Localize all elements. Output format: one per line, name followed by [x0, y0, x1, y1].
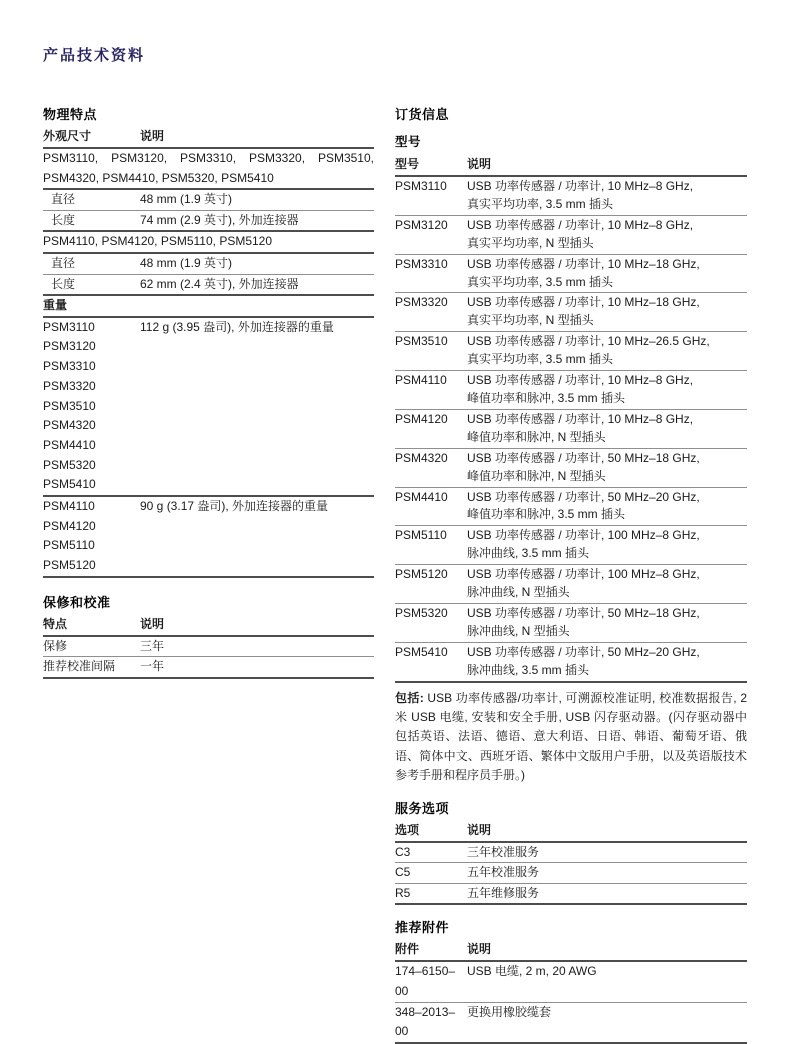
- ordering-row: [395, 410, 747, 449]
- ordering-description-line: USB 功率传感器 / 功率计, 10 MHz–26.5 GHz,: [467, 334, 710, 349]
- ordering-description-line: USB 功率传感器 / 功率计, 10 MHz–18 GHz,: [467, 295, 700, 310]
- ordering-description-line: 真实平均功率, N 型插头: [467, 235, 594, 250]
- weight-model: PSM3310: [43, 359, 96, 374]
- ordering-table-rows: [395, 177, 747, 683]
- weight-description: 90 g (3.17 盎司), 外加连接器的重量: [140, 499, 329, 514]
- ordering-description-line: 脉冲曲线, 3.5 mm 插头: [467, 662, 590, 677]
- column-header-part-number: 附件: [395, 942, 420, 957]
- ordering-row: [395, 216, 747, 255]
- model-group-row: [43, 149, 374, 190]
- weight-model: PSM3320: [43, 378, 96, 393]
- ordering-section: [395, 104, 747, 786]
- ordering-model: PSM5120: [395, 567, 448, 582]
- row-label: 保修: [43, 638, 68, 653]
- weight-description: 112 g (3.95 盎司), 外加连接器的重量: [140, 319, 334, 334]
- ordering-description: [467, 333, 747, 369]
- row-label: 348–2013–00: [395, 1004, 456, 1039]
- column-header-model: 型号: [395, 157, 420, 171]
- ordering-description: [467, 605, 747, 641]
- row-value: 一年: [140, 659, 165, 674]
- ordering-description-line: 真实平均功率, 3.5 mm 插头: [467, 274, 614, 289]
- row-label: 长度: [51, 276, 76, 291]
- ordering-description-line: USB 功率传感器 / 功率计, 10 MHz–8 GHz,: [467, 217, 694, 232]
- column-header-description: 说明: [140, 129, 165, 143]
- ordering-description-line: 真实平均功率, 3.5 mm 插头: [467, 196, 614, 211]
- ordering-row: [395, 449, 747, 488]
- ordering-description: [467, 527, 747, 563]
- ordering-description: [467, 372, 747, 408]
- services-section: [395, 798, 747, 906]
- warranty-table-header: [43, 615, 374, 637]
- ordering-row: [395, 332, 747, 371]
- ordering-description-line: USB 功率传感器 / 功率计, 50 MHz–20 GHz,: [467, 489, 700, 504]
- ordering-description: [467, 489, 747, 525]
- ordering-description-line: USB 功率传感器 / 功率计, 50 MHz–18 GHz,: [467, 450, 700, 465]
- model-group-row: [43, 232, 374, 254]
- accessories-table-rows: [395, 962, 747, 1043]
- row-label: 推荐校准间隔: [43, 659, 116, 674]
- column-header-feature: 特点: [43, 616, 68, 631]
- ordering-description: [467, 411, 747, 447]
- ordering-model: PSM5320: [395, 605, 448, 620]
- services-table-header: [395, 821, 747, 843]
- ordering-description: [467, 294, 747, 330]
- ordering-description-line: 脉冲曲线, N 型插头: [467, 623, 570, 638]
- weight-table-rows: [43, 318, 374, 578]
- ordering-row: [395, 643, 747, 683]
- ordering-description-line: 峰值功率和脉冲, 3.5 mm 插头: [467, 390, 626, 405]
- ordering-row: [395, 177, 747, 216]
- ordering-row: [395, 604, 747, 643]
- ordering-description: [467, 450, 747, 486]
- ordering-row: [395, 371, 747, 410]
- physical-section-title: 物理特点: [43, 107, 98, 122]
- accessories-section: [395, 917, 747, 1043]
- includes-paragraph: [395, 689, 747, 786]
- model-group-line: PSM4320, PSM4410, PSM5320, PSM5410: [43, 170, 274, 185]
- ordering-model: PSM3510: [395, 334, 448, 349]
- ordering-description-line: USB 功率传感器 / 功率计, 10 MHz–18 GHz,: [467, 256, 700, 271]
- ordering-row: [395, 488, 747, 527]
- ordering-model: PSM3310: [395, 256, 448, 271]
- ordering-model: PSM3120: [395, 217, 448, 232]
- ordering-model: PSM3320: [395, 295, 448, 310]
- ordering-description-line: USB 功率传感器 / 功率计, 50 MHz–20 GHz,: [467, 644, 700, 659]
- weight-group-row: [43, 497, 374, 578]
- weight-model-list: [43, 318, 140, 495]
- ordering-table-header: [395, 155, 747, 177]
- ordering-description-line: USB 功率传感器 / 功率计, 50 MHz–18 GHz,: [467, 605, 700, 620]
- left-column: [43, 104, 374, 679]
- ordering-description-line: 脉冲曲线, N 型插头: [467, 585, 570, 600]
- ordering-model: PSM3110: [395, 179, 447, 193]
- warranty-section: [43, 592, 374, 679]
- row-label: R5: [395, 885, 411, 900]
- includes-label: 包括:: [395, 690, 424, 705]
- row-label: C3: [395, 844, 411, 859]
- ordering-description-line: 真实平均功率, N 型插头: [467, 313, 594, 328]
- row-value: 五年维修服务: [467, 885, 540, 900]
- column-header-option: 选项: [395, 822, 420, 837]
- physical-table-rows: [43, 149, 374, 296]
- service-option-row: [395, 884, 747, 906]
- services-section-title: 服务选项: [395, 800, 450, 816]
- ordering-description-line: USB 功率传感器 / 功率计, 10 MHz–8 GHz,: [467, 373, 694, 388]
- row-value: 48 mm (1.9 英寸): [140, 192, 233, 207]
- ordering-section-title: 订货信息: [395, 107, 450, 122]
- weight-model: PSM5410: [43, 477, 96, 492]
- warranty-row: [43, 657, 374, 679]
- weight-model: PSM4110: [43, 499, 95, 514]
- ordering-description-line: USB 功率传感器 / 功率计, 100 MHz–8 GHz,: [467, 567, 700, 582]
- service-option-row: [395, 843, 747, 864]
- services-table-rows: [395, 843, 747, 906]
- accessories-section-title: 推荐附件: [395, 920, 450, 936]
- weight-model: PSM5110: [43, 538, 95, 553]
- row-value: 三年校准服务: [467, 844, 540, 859]
- ordering-description-line: 峰值功率和脉冲, 3.5 mm 插头: [467, 507, 626, 522]
- ordering-description: [467, 256, 747, 292]
- ordering-description-line: 真实平均功率, 3.5 mm 插头: [467, 352, 614, 367]
- row-label: 直径: [51, 192, 76, 207]
- ordering-model: PSM4410: [395, 489, 448, 504]
- weight-model: PSM3110: [43, 319, 95, 334]
- ordering-row: [395, 255, 747, 294]
- row-label: 长度: [51, 212, 76, 227]
- weight-header-label: 重量: [43, 298, 68, 313]
- weight-model: PSM4120: [43, 518, 96, 533]
- row-value: 更换用橡胶缆套: [467, 1004, 552, 1019]
- row-value: 74 mm (2.9 英寸), 外加连接器: [140, 212, 299, 227]
- accessories-table-header: [395, 940, 747, 962]
- row-value: 48 mm (1.9 英寸): [140, 255, 233, 270]
- weight-model: PSM4320: [43, 418, 96, 433]
- weight-model: PSM4410: [43, 437, 96, 452]
- ordering-row: [395, 526, 747, 565]
- weight-model: PSM5120: [43, 558, 96, 573]
- model-group-line: PSM3110, PSM3120, PSM3310, PSM3320, PSM3510,: [43, 151, 374, 165]
- physical-section: [43, 104, 374, 578]
- ordering-description-line: USB 功率传感器 / 功率计, 10 MHz–8 GHz,: [467, 179, 694, 193]
- column-header-description: 说明: [467, 942, 492, 957]
- row-label: C5: [395, 865, 411, 880]
- page-title: 产品技术资料: [43, 47, 146, 64]
- row-value: USB 电缆, 2 m, 20 AWG: [467, 964, 597, 979]
- row-value: 62 mm (2.4 英寸), 外加连接器: [140, 276, 299, 291]
- column-header-description: 说明: [140, 616, 165, 631]
- ordering-model: PSM5410: [395, 644, 448, 659]
- ordering-description-line: 脉冲曲线, 3.5 mm 插头: [467, 546, 590, 561]
- warranty-table-rows: [43, 637, 374, 679]
- physical-table-header: [43, 127, 374, 149]
- table-row: [43, 211, 374, 233]
- ordering-row: [395, 565, 747, 604]
- row-label: 直径: [51, 255, 76, 270]
- column-header-description: 说明: [467, 822, 492, 837]
- ordering-row: [395, 293, 747, 332]
- ordering-model: PSM4320: [395, 450, 448, 465]
- weight-group-row: [43, 318, 374, 497]
- ordering-description: [467, 217, 747, 253]
- ordering-description-line: 峰值功率和脉冲, N 型插头: [467, 429, 606, 444]
- accessory-row: [395, 962, 747, 1002]
- table-row: [43, 190, 374, 211]
- model-group-line: PSM4110, PSM4120, PSM5110, PSM5120: [43, 234, 273, 249]
- ordering-model: PSM4120: [395, 411, 448, 426]
- ordering-model: PSM4110: [395, 373, 447, 388]
- ordering-description-line: 峰值功率和脉冲, N 型插头: [467, 468, 606, 483]
- ordering-description: [467, 566, 747, 602]
- ordering-description-line: USB 功率传感器 / 功率计, 10 MHz–8 GHz,: [467, 411, 694, 426]
- row-value: 三年: [140, 638, 165, 653]
- row-value: 五年校准服务: [467, 865, 540, 880]
- ordering-description: [467, 644, 747, 680]
- column-header-dimension: 外观尺寸: [43, 129, 92, 143]
- weight-model: PSM3510: [43, 398, 96, 413]
- includes-text: USB 功率传感器/功率计, 可溯源校准证明, 校准数据报告, 2 米 USB 电缆, 安装和安全手册, USB 闪存驱动器。(闪存驱动器中包括英语、法语、德语、意大利语、日语、韩语、葡萄牙语、俄语、简体中文、西班牙语、繁体中文版用户手册，以及英语版技术参考手册和程序员手册。): [395, 690, 747, 783]
- ordering-description-line: USB 功率传感器 / 功率计, 100 MHz–8 GHz,: [467, 528, 700, 543]
- accessory-row: [395, 1003, 747, 1044]
- weight-model-list: [43, 497, 140, 576]
- weight-model: PSM3120: [43, 339, 96, 354]
- right-column: [395, 104, 747, 1044]
- weight-header: [43, 296, 374, 318]
- warranty-section-title: 保修和校准: [43, 594, 111, 610]
- table-row: [43, 275, 374, 297]
- row-label: 174–6150–00: [395, 964, 456, 998]
- ordering-subtitle: 型号: [395, 135, 422, 149]
- weight-model: PSM5320: [43, 457, 96, 472]
- table-row: [43, 254, 374, 275]
- ordering-model: PSM5110: [395, 528, 447, 543]
- service-option-row: [395, 863, 747, 884]
- ordering-description: [467, 178, 747, 214]
- warranty-row: [43, 637, 374, 658]
- column-header-description: 说明: [467, 157, 492, 171]
